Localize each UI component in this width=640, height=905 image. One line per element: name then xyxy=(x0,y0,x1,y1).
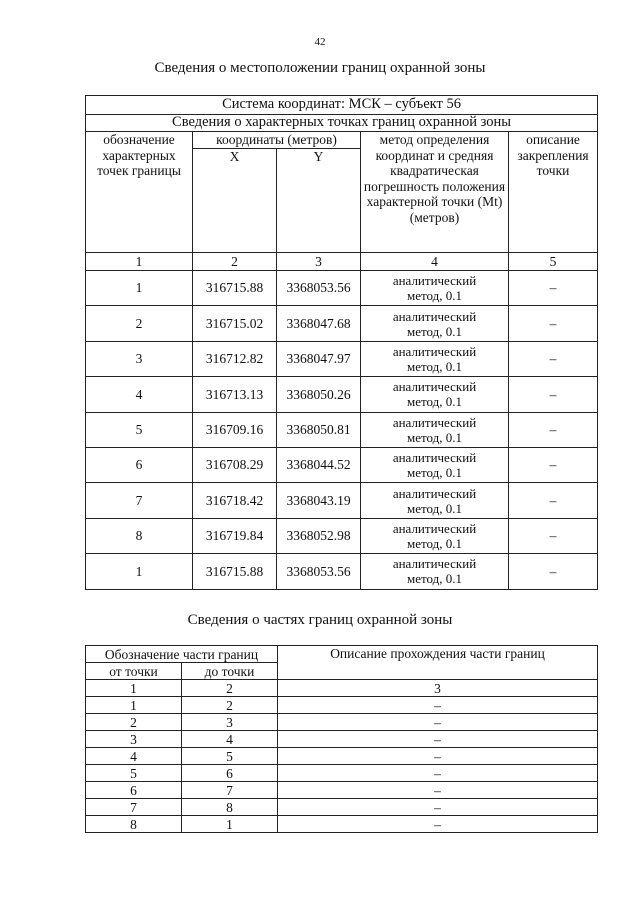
boundary-points-table xyxy=(85,95,598,590)
point-number-cell: 5 xyxy=(86,412,193,447)
part-description-cell: – xyxy=(278,748,598,765)
column-number: 2 xyxy=(182,680,278,697)
method-cell xyxy=(361,483,509,518)
table-row xyxy=(86,554,598,589)
y-coordinate-cell: 3368050.81 xyxy=(277,412,361,447)
part-description-cell: – xyxy=(278,697,598,714)
method-line: метод, 0.1 xyxy=(407,571,462,587)
to-point-cell: 1 xyxy=(182,816,278,833)
part-designation-header: Обозначение части границ xyxy=(86,646,278,663)
table-row xyxy=(86,731,598,748)
method-cell xyxy=(361,377,509,412)
y-coordinate-cell: 3368043.19 xyxy=(277,483,361,518)
table-row xyxy=(86,799,598,816)
table-row xyxy=(86,782,598,799)
from-point-cell: 1 xyxy=(86,697,182,714)
coordinates-header: координаты (метров) xyxy=(193,132,361,149)
from-point-cell: 7 xyxy=(86,799,182,816)
to-point-cell: 5 xyxy=(182,748,278,765)
to-point-cell: 8 xyxy=(182,799,278,816)
x-coordinate-cell: 316719.84 xyxy=(193,518,277,553)
table-row xyxy=(86,765,598,782)
fixing-description-cell: – xyxy=(509,483,598,518)
fixing-description-header: описание закрепления точки xyxy=(509,132,598,253)
y-coordinate-cell: 3368053.56 xyxy=(277,554,361,589)
table-row xyxy=(86,697,598,714)
method-line: аналитический xyxy=(392,450,477,466)
from-point-header: от точки xyxy=(86,663,182,680)
table-row xyxy=(86,518,598,553)
point-number-cell: 3 xyxy=(86,341,193,376)
method-line: аналитический xyxy=(392,308,477,324)
fixing-description-cell: – xyxy=(509,518,598,553)
y-coordinate-cell: 3368047.97 xyxy=(277,341,361,376)
method-line: метод, 0.1 xyxy=(407,394,462,410)
from-point-cell: 5 xyxy=(86,765,182,782)
point-number-cell: 6 xyxy=(86,447,193,482)
from-point-cell: 3 xyxy=(86,731,182,748)
x-coordinate-cell: 316718.42 xyxy=(193,483,277,518)
method-line: аналитический xyxy=(392,343,477,359)
method-cell xyxy=(361,341,509,376)
from-point-cell: 4 xyxy=(86,748,182,765)
method-cell xyxy=(361,306,509,341)
x-coordinate-cell: 316708.29 xyxy=(193,447,277,482)
x-coordinate-cell: 316713.13 xyxy=(193,377,277,412)
point-number-cell: 1 xyxy=(86,554,193,589)
method-line: метод, 0.1 xyxy=(407,500,462,516)
part-description-cell: – xyxy=(278,816,598,833)
from-point-cell: 2 xyxy=(86,714,182,731)
point-number-cell: 8 xyxy=(86,518,193,553)
table-row xyxy=(86,306,598,341)
method-cell xyxy=(361,518,509,553)
fixing-description-cell: – xyxy=(509,447,598,482)
method-cell xyxy=(361,447,509,482)
part-description-cell: – xyxy=(278,782,598,799)
point-number-cell: 4 xyxy=(86,377,193,412)
fixing-description-cell: – xyxy=(509,554,598,589)
to-point-header: до точки xyxy=(182,663,278,680)
x-coordinate-cell: 316715.02 xyxy=(193,306,277,341)
from-point-cell: 6 xyxy=(86,782,182,799)
to-point-cell: 7 xyxy=(182,782,278,799)
table-row xyxy=(86,816,598,833)
method-cell xyxy=(361,271,509,306)
y-coordinate-cell: 3368044.52 xyxy=(277,447,361,482)
points-section-header: Сведения о характерных точках границ охранной зоны xyxy=(86,115,598,132)
method-line: метод, 0.1 xyxy=(407,429,462,445)
table-row xyxy=(86,447,598,482)
method-line: метод, 0.1 xyxy=(407,358,462,374)
method-line: аналитический xyxy=(392,485,477,501)
part-description-cell: – xyxy=(278,765,598,782)
method-line: аналитический xyxy=(392,556,477,572)
method-cell xyxy=(361,412,509,447)
point-number-cell: 7 xyxy=(86,483,193,518)
coordinate-system-header: Система координат: МСК – субъект 56 xyxy=(86,96,598,115)
x-coordinate-cell: 316715.88 xyxy=(193,271,277,306)
y-header: Y xyxy=(277,149,361,253)
point-number-cell: 1 xyxy=(86,271,193,306)
part-description-header: Описание прохождения части границ xyxy=(278,646,598,680)
to-point-cell: 4 xyxy=(182,731,278,748)
table-row xyxy=(86,341,598,376)
method-header: метод определения координат и средняя квадратическая погрешность положения характерной точки (Mt) (метров) xyxy=(361,132,509,253)
column-number: 5 xyxy=(509,253,598,271)
method-line: метод, 0.1 xyxy=(407,288,462,304)
page-number: 42 xyxy=(314,36,326,48)
method-cell xyxy=(361,554,509,589)
method-line: метод, 0.1 xyxy=(407,535,462,551)
point-number-cell: 2 xyxy=(86,306,193,341)
y-coordinate-cell: 3368050.26 xyxy=(277,377,361,412)
column-number: 1 xyxy=(86,253,193,271)
part-description-cell: – xyxy=(278,731,598,748)
fixing-description-cell: – xyxy=(509,377,598,412)
to-point-cell: 2 xyxy=(182,697,278,714)
column-number: 2 xyxy=(193,253,277,271)
x-coordinate-cell: 316715.88 xyxy=(193,554,277,589)
parts-section-title: Сведения о частях границ охранной зоны xyxy=(187,612,453,628)
method-line: аналитический xyxy=(392,520,477,536)
fixing-description-cell: – xyxy=(509,341,598,376)
method-line: аналитический xyxy=(392,414,477,430)
column-number: 1 xyxy=(86,680,182,697)
x-coordinate-cell: 316709.16 xyxy=(193,412,277,447)
table-row xyxy=(86,748,598,765)
y-coordinate-cell: 3368053.56 xyxy=(277,271,361,306)
column-number: 3 xyxy=(277,253,361,271)
method-line: метод, 0.1 xyxy=(407,323,462,339)
from-point-cell: 8 xyxy=(86,816,182,833)
y-coordinate-cell: 3368052.98 xyxy=(277,518,361,553)
method-line: аналитический xyxy=(392,379,477,395)
x-coordinate-cell: 316712.82 xyxy=(193,341,277,376)
coordinates-section-title: Сведения о местоположении границ охранной зоны xyxy=(154,60,486,76)
fixing-description-cell: – xyxy=(509,306,598,341)
part-description-cell: – xyxy=(278,799,598,816)
x-header: X xyxy=(193,149,277,253)
point-designation-header: обозначение характерных точек границы xyxy=(86,132,193,253)
to-point-cell: 3 xyxy=(182,714,278,731)
table-row xyxy=(86,412,598,447)
method-line: аналитический xyxy=(392,273,477,289)
table-row xyxy=(86,483,598,518)
method-line: метод, 0.1 xyxy=(407,465,462,481)
column-number: 4 xyxy=(361,253,509,271)
table-row xyxy=(86,377,598,412)
fixing-description-cell: – xyxy=(509,412,598,447)
table-row xyxy=(86,271,598,306)
part-description-cell: – xyxy=(278,714,598,731)
boundary-parts-table xyxy=(85,645,598,833)
fixing-description-cell: – xyxy=(509,271,598,306)
table-row xyxy=(86,714,598,731)
y-coordinate-cell: 3368047.68 xyxy=(277,306,361,341)
to-point-cell: 6 xyxy=(182,765,278,782)
column-number: 3 xyxy=(278,680,598,697)
